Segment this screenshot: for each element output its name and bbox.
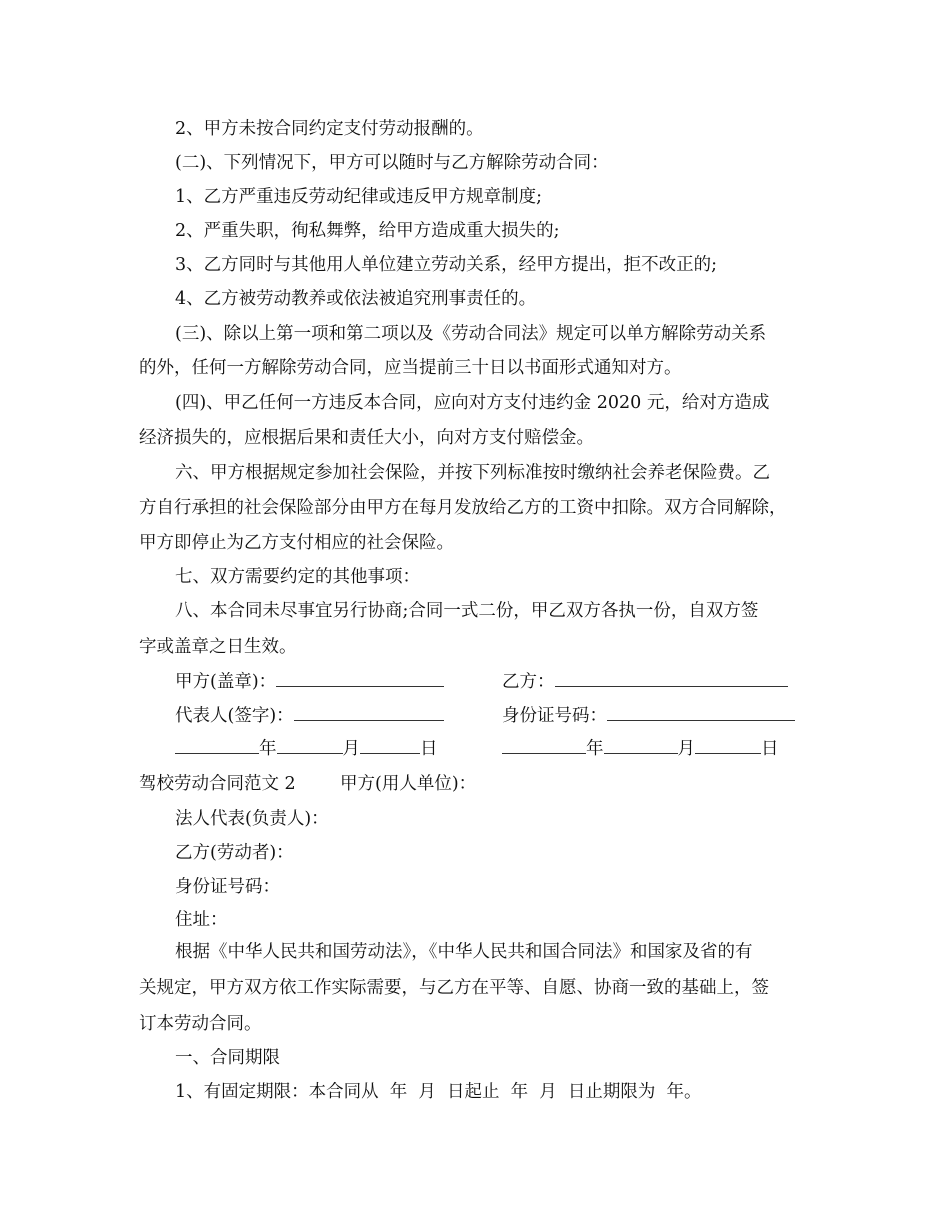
legal-rep-label: 法人代表(负责人)： — [175, 809, 329, 829]
party-b-label: 乙方： — [502, 672, 555, 692]
representative-label: 代表人(签字)： — [175, 706, 294, 726]
section-title: 一、合同期限 — [175, 1048, 280, 1068]
basis-paragraph-cont: 关规定，甲方双方依工作实际需要，与乙方在平等、自愿、协商一致的基础上，签 — [139, 978, 769, 998]
day-blank[interactable] — [695, 738, 761, 754]
basis-paragraph-cont: 订本劳动合同。 — [139, 1014, 262, 1034]
clause-paragraph-cont: 经济损失的，应根据后果和责任大小，向对方支付赔偿金。 — [139, 428, 594, 448]
clause-paragraph: 六、甲方根据规定参加社会保险，并按下列标准按时缴纳社会养老保险费。乙 — [175, 463, 770, 483]
employee-label: 乙方(劳动者)： — [175, 843, 294, 863]
party-a-date-field — [175, 738, 438, 760]
day-label: 日 — [420, 739, 438, 759]
clause-paragraph: (四)、甲乙任何一方违反本合同，应向对方支付违约金 2020 元，给对方造成 — [175, 393, 770, 413]
party-a-seal-field — [175, 671, 444, 693]
year-label: 年 — [586, 739, 604, 759]
month-blank[interactable] — [277, 738, 343, 754]
clause-paragraph: 2、严重失职，徇私舞弊，给甲方造成重大损失的; — [175, 221, 560, 241]
month-label: 月 — [342, 739, 360, 759]
clause-paragraph: 1、乙方严重违反劳动纪律或违反甲方规章制度; — [175, 187, 543, 207]
day-blank[interactable] — [360, 738, 420, 754]
year-blank[interactable] — [502, 738, 586, 754]
clause-heading: (二)、下列情况下，甲方可以随时与乙方解除劳动合同： — [175, 153, 609, 173]
party-b-blank[interactable] — [555, 671, 788, 687]
month-blank[interactable] — [604, 738, 678, 754]
id-number-label: 身份证号码： — [502, 706, 607, 726]
clause-paragraph: 4、乙方被劳动教养或依法被追究刑事责任的。 — [175, 289, 537, 309]
contract2-title: 驾校劳动合同范文 2 — [139, 774, 296, 794]
clause-paragraph-cont: 的外，任何一方解除劳动合同，应当提前三十日以书面形式通知对方。 — [139, 358, 682, 378]
year-blank[interactable] — [175, 738, 259, 754]
day-label: 日 — [761, 739, 779, 759]
party-a-label: 甲方(盖章)： — [175, 672, 277, 692]
section-item: 1、有固定期限：本合同从 年 月 日起止 年 月 日止期限为 年。 — [175, 1082, 702, 1102]
employee-id-label: 身份证号码： — [175, 877, 280, 897]
basis-paragraph: 根据《中华人民共和国劳动法》，《中华人民共和国合同法》和国家及省的有 — [175, 942, 753, 962]
id-number-blank[interactable] — [607, 705, 795, 721]
clause-paragraph: 3、乙方同时与其他用人单位建立劳动关系，经甲方提出，拒不改正的; — [175, 255, 718, 275]
month-label: 月 — [677, 739, 695, 759]
address-label: 住址： — [175, 910, 228, 930]
representative-blank[interactable] — [294, 705, 444, 721]
id-number-field — [502, 705, 795, 727]
employer-label: 甲方(用人单位)： — [340, 774, 477, 794]
party-b-date-field — [502, 738, 779, 760]
party-b-field — [502, 671, 788, 693]
clause-paragraph-cont: 方自行承担的社会保险部分由甲方在每月发放给乙方的工资中扣除。双方合同解除， — [139, 498, 787, 518]
clause-paragraph-cont: 甲方即停止为乙方支付相应的社会保险。 — [139, 533, 454, 553]
clause-paragraph-cont: 字或盖章之日生效。 — [139, 637, 297, 657]
clause-paragraph: (三)、除以上第一项和第二项以及《劳动合同法》规定可以单方解除劳动关系 — [175, 324, 767, 344]
representative-field — [175, 705, 444, 727]
party-a-blank[interactable] — [276, 671, 444, 687]
year-label: 年 — [259, 739, 277, 759]
clause-paragraph: 2、甲方未按合同约定支付劳动报酬的。 — [175, 119, 484, 139]
clause-paragraph: 八、本合同未尽事宜另行协商;合同一式二份，甲乙双方各执一份，自双方签 — [175, 601, 759, 621]
clause-paragraph: 七、双方需要约定的其他事项： — [175, 567, 420, 587]
